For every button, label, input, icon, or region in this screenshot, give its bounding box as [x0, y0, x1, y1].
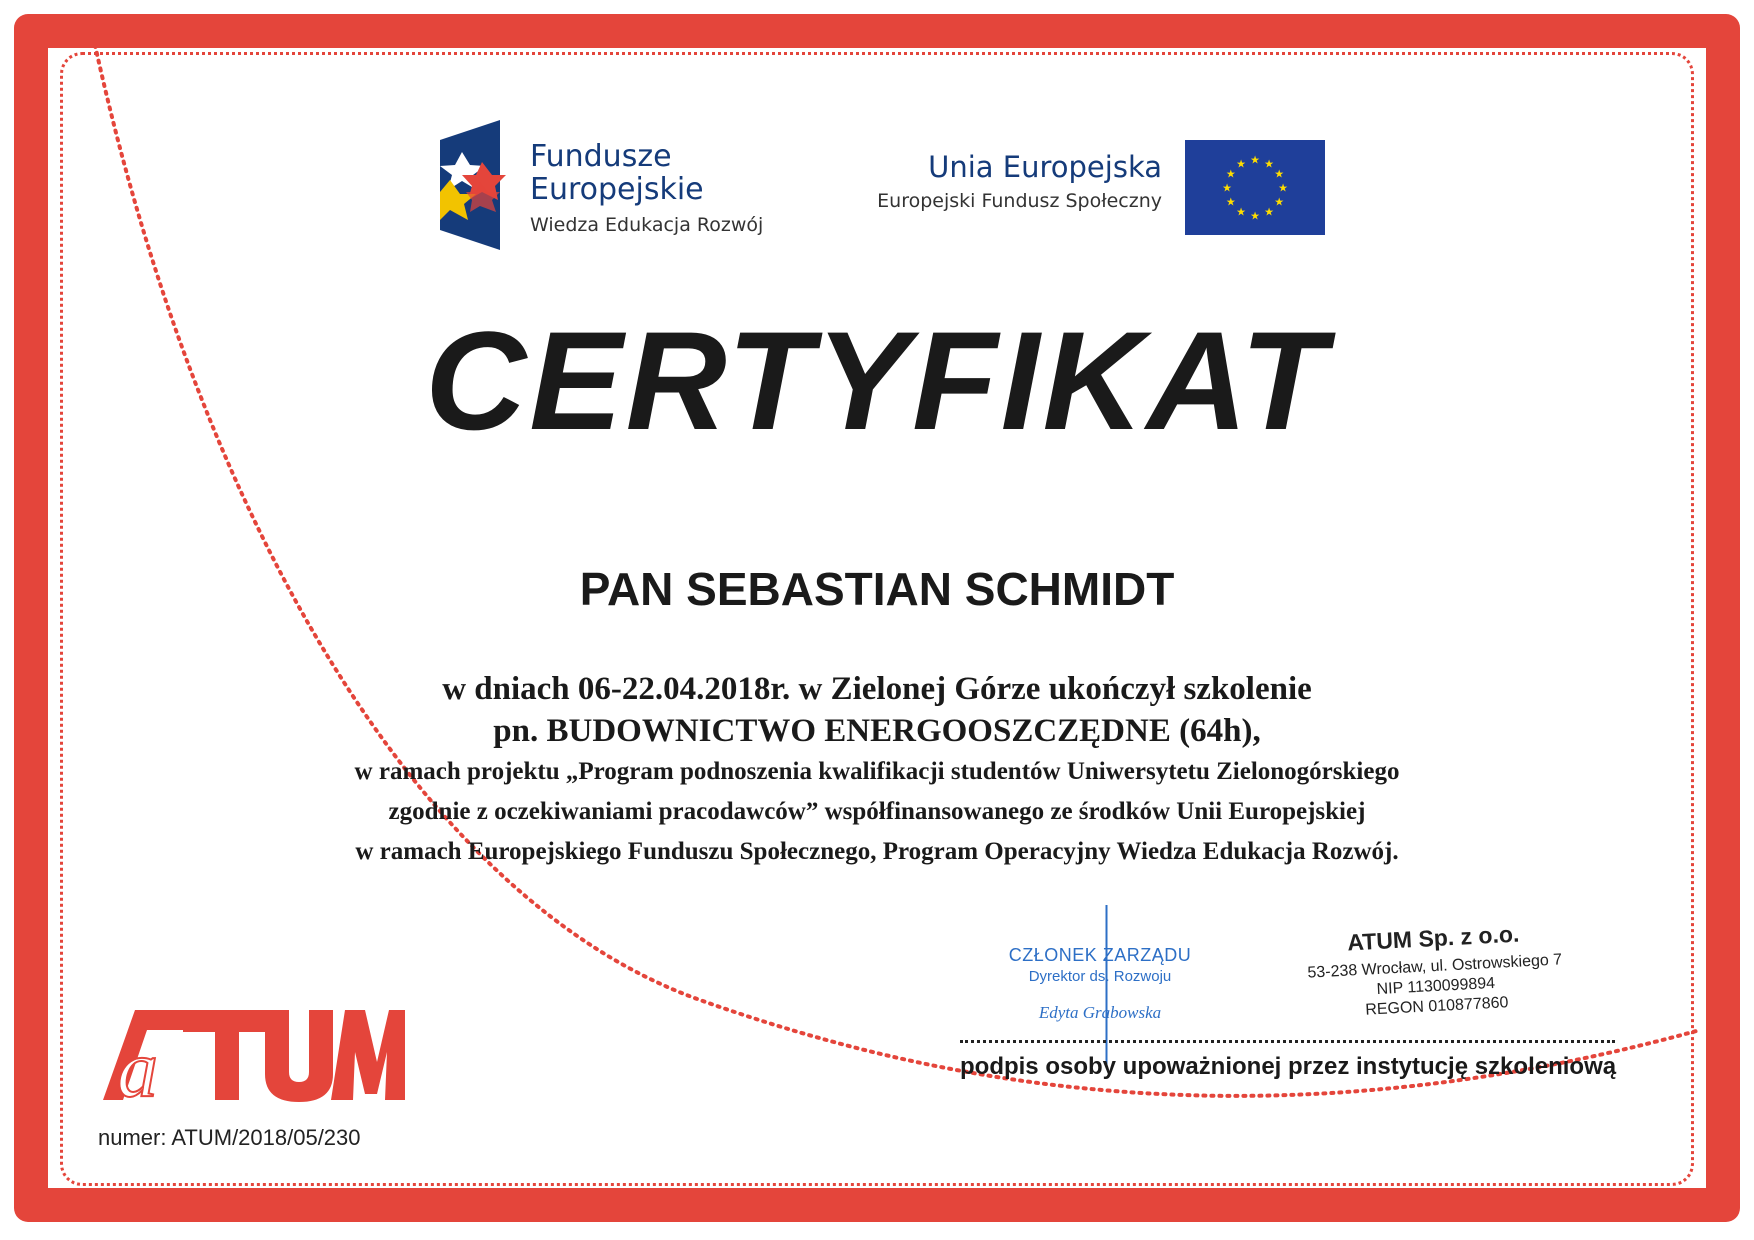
eu-star: ★: [1225, 195, 1236, 209]
body-line-2: pn. BUDOWNICTWO ENERGOOSZCZĘDNE (64h),: [493, 713, 1261, 749]
signature-caption: podpis osoby upoważnionej przez instytucję szkoleniową: [960, 1053, 1617, 1080]
stamp-name: Edyta Grabowska: [1038, 1003, 1162, 1022]
ue-title: Unia Europejska: [928, 150, 1162, 184]
certificate-body: [200, 668, 1554, 872]
eu-star: ★: [1236, 205, 1246, 219]
company-name: ATUM Sp. z o.o.: [1346, 920, 1520, 956]
eu-star: ★: [1225, 167, 1236, 181]
ue-subtitle: Europejski Fundusz Społeczny: [877, 190, 1162, 212]
fe-title-line1: Fundusze: [530, 139, 672, 174]
certificate-number: numer: ATUM/2018/05/230: [98, 1125, 361, 1150]
eu-star: ★: [1222, 181, 1232, 195]
eu-star: ★: [1264, 205, 1274, 219]
recipient-name: PAN SEBASTIAN SCHMIDT: [579, 563, 1175, 615]
eu-star: ★: [1264, 157, 1274, 171]
stamp-position: Dyrektor ds. Rozwoju: [1028, 968, 1172, 985]
body-line-3: w ramach projektu „Program podnoszenia kwalifikacji studentów Uniwersytetu Zielonogórskiego: [354, 758, 1400, 785]
stamp-role: CZŁONEK ZARZĄDU: [1008, 945, 1192, 965]
eu-flag-icon: [1185, 140, 1325, 235]
ue-logo-text: [842, 150, 1162, 212]
signatory-stamp: [985, 945, 1215, 1023]
eu-star: ★: [1250, 209, 1260, 223]
fe-subtitle: Wiedza Edukacja Rozwój: [530, 214, 764, 236]
company-nip: NIP 1130099894: [1376, 974, 1496, 999]
eu-star: ★: [1274, 195, 1285, 209]
fe-logo-text: [530, 140, 763, 236]
body-line-4: zgodnie z oczekiwaniami pracodawców” współfinansowanego ze środków Unii Europejskiej: [388, 798, 1366, 825]
company-stamp: [1288, 917, 1582, 1023]
fe-title-line2: Europejskie: [530, 172, 704, 207]
eu-star: ★: [1250, 153, 1260, 167]
company-address: 53-238 Wrocław, ul. Ostrowskiego 7: [1307, 951, 1563, 982]
body-line-5: w ramach Europejskiego Funduszu Społecznego, Program Operacyjny Wiedza Edukacja Rozwój.: [355, 838, 1399, 865]
atum-logo: [95, 990, 405, 1105]
eu-star: ★: [1278, 181, 1288, 195]
body-line-1: w dniach 06-22.04.2018r. w Zielonej Górze ukończył szkolenie: [442, 671, 1312, 707]
signature-line: [960, 1040, 1615, 1043]
svg-text:a: a: [117, 1023, 158, 1105]
eu-star: ★: [1236, 157, 1246, 171]
eu-star: ★: [1274, 167, 1285, 181]
certificate-title: CERTYFIKAT: [425, 302, 1329, 459]
company-regon: REGON 010877860: [1364, 994, 1509, 1019]
